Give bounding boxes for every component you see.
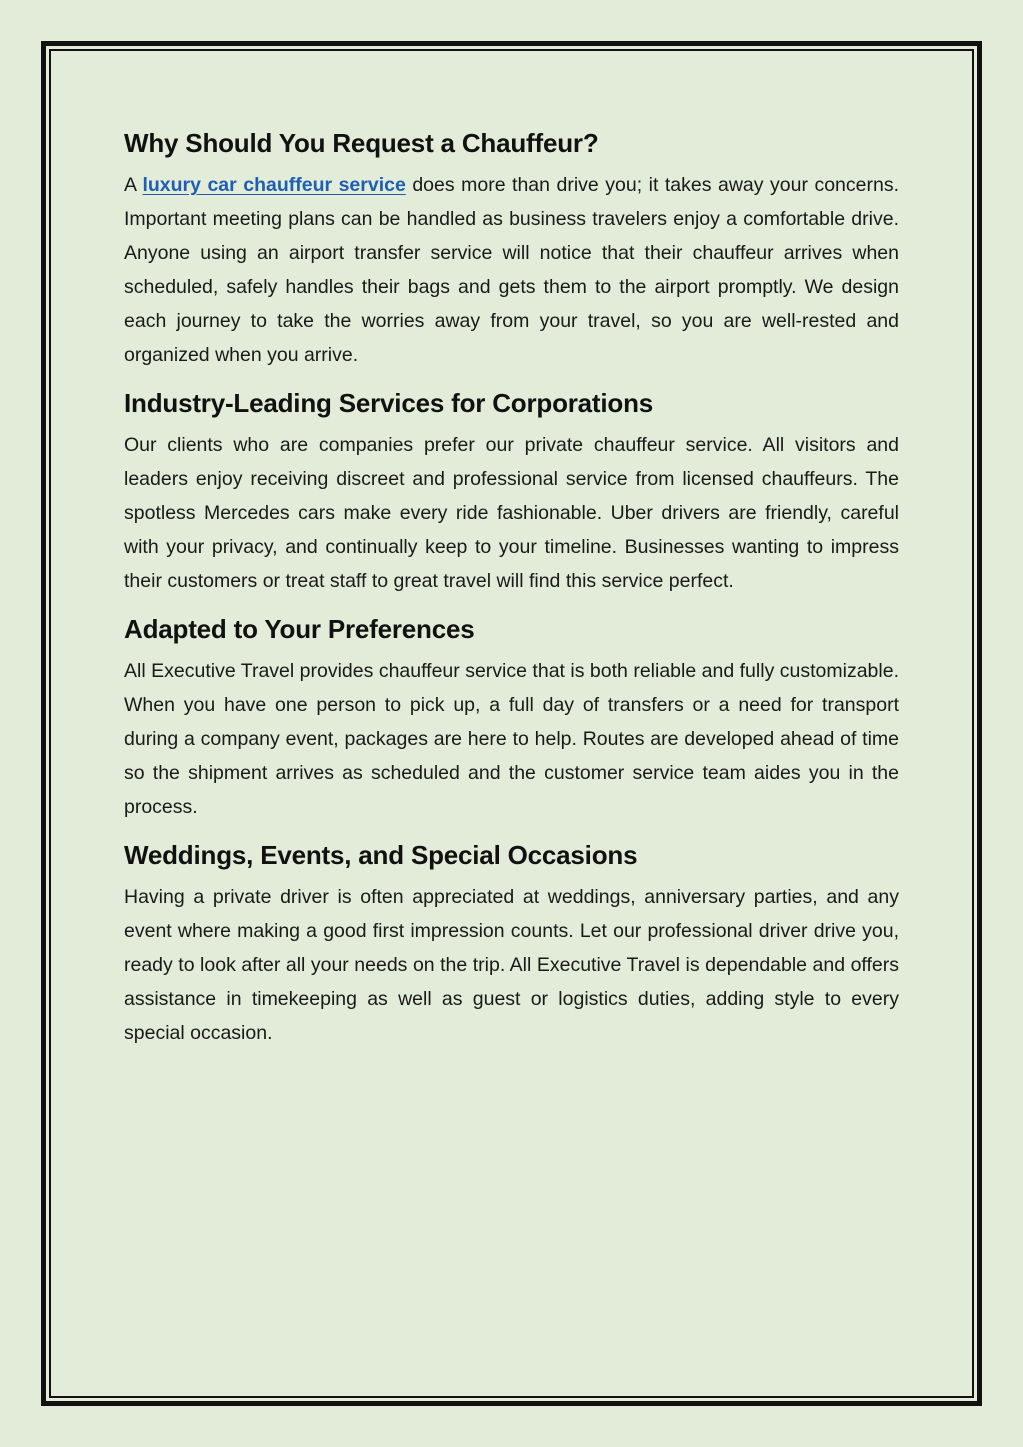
section-heading: Adapted to Your Preferences — [124, 614, 475, 644]
section-special-occasions — [124, 838, 899, 1050]
section-paragraph: Having a private driver is often appreciated at weddings, anniversary parties, and any event where making a good first impression counts. Let our professional driver drive you, ready to look after all your needs on the trip. All Executive Travel is dependable and offers assistance in timekeeping as well as guest or logistics duties, adding style to every special occasion. — [124, 886, 899, 1044]
paragraph-prefix: A — [124, 174, 143, 196]
document-content — [124, 120, 899, 1064]
luxury-car-chauffeur-service-link[interactable]: luxury car chauffeur service — [142, 174, 406, 196]
section-heading: Why Should You Request a Chauffeur? — [124, 128, 599, 158]
section-paragraph: All Executive Travel provides chauffeur service that is both reliable and fully customizable. When you have one person to pick up, a full day of transfers or a need for transport during a company event, packages are here to help. Routes are developed ahead of time so the shipment arrives as scheduled and the customer service team aides you in the process. — [124, 660, 899, 818]
section-heading: Weddings, Events, and Special Occasions — [124, 840, 638, 870]
section-corporations — [124, 386, 899, 598]
section-paragraph: Our clients who are companies prefer our private chauffeur service. All visitors and leaders enjoy receiving discreet and professional service from licensed chauffeurs. The spotless Mercedes cars make every ride fashionable. Uber drivers are friendly, careful with your privacy, and continually keep to your timeline. Businesses wanting to impress their customers or treat staff to great travel will find this service perfect. — [124, 434, 899, 592]
paragraph-text: does more than drive you; it takes away your concerns. Important meeting plans can be handled as business travelers enjoy a comfortable drive. Anyone using an airport transfer service will notice that their chauffeur arrives when scheduled, safely handles their bags and gets them to the airport promptly. We design each journey to take the worries away from your travel, so you are well-rested and organized when you arrive. — [124, 174, 899, 366]
section-paragraph — [124, 168, 899, 372]
section-preferences — [124, 612, 899, 824]
section-heading: Industry-Leading Services for Corporations — [124, 388, 654, 418]
section-why-chauffeur — [124, 126, 899, 372]
